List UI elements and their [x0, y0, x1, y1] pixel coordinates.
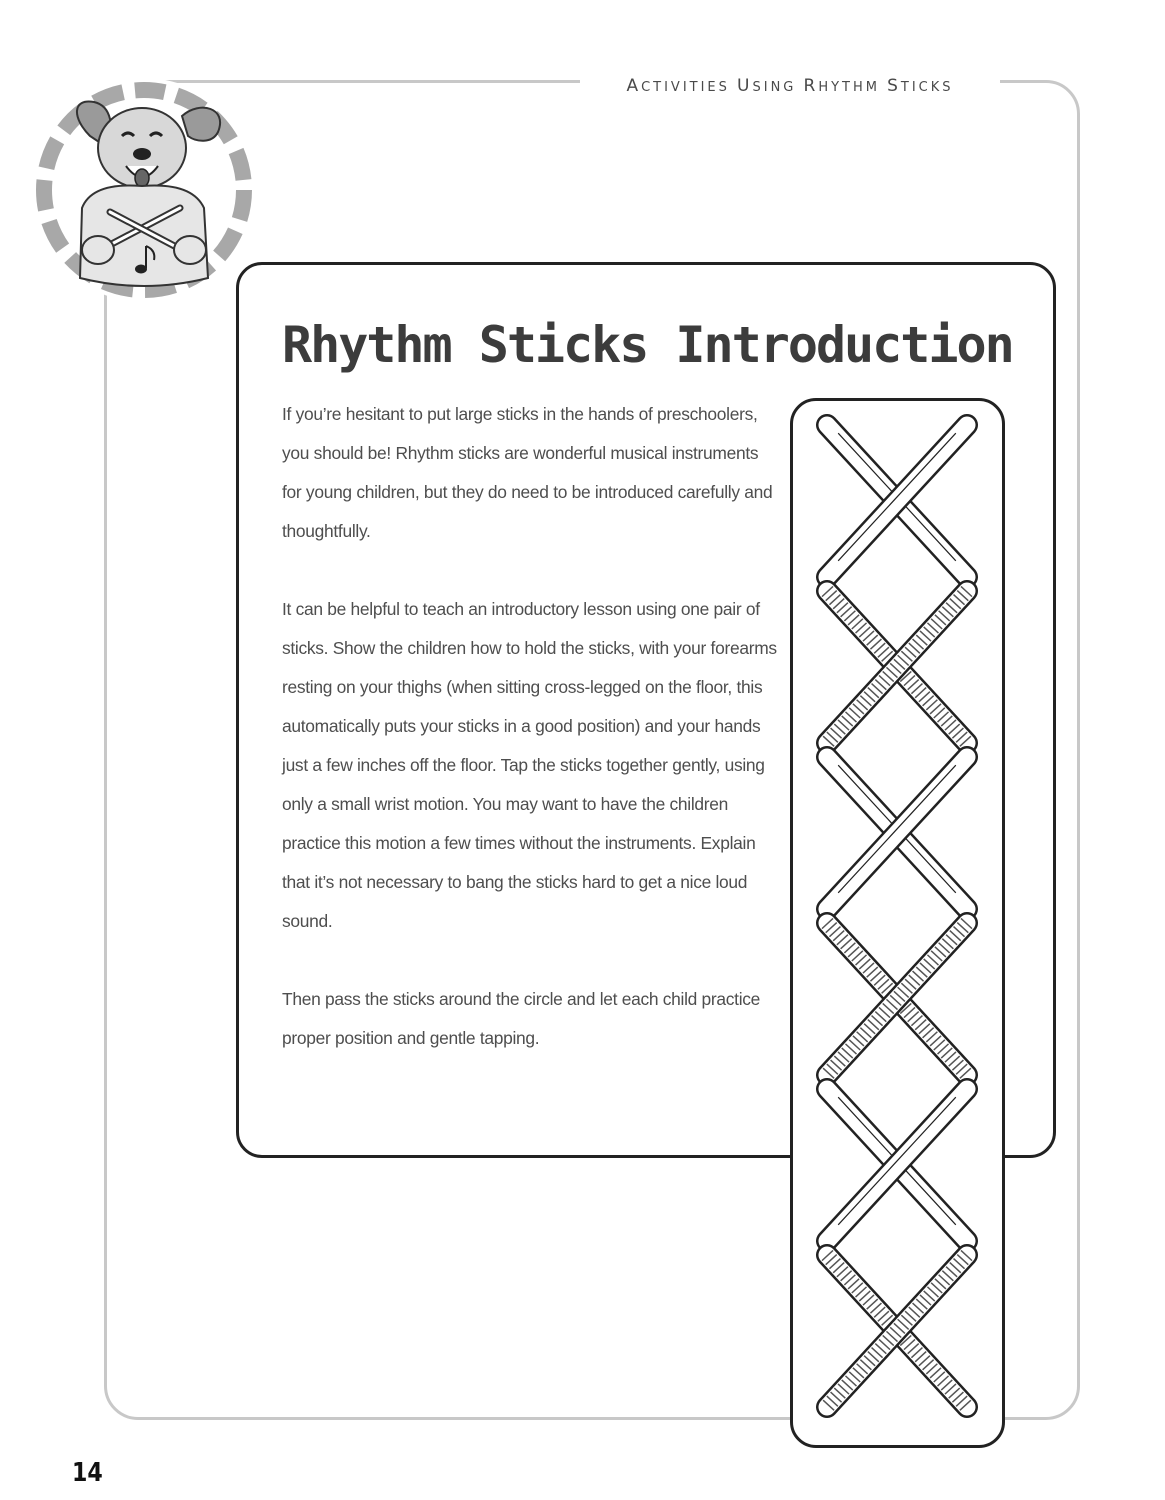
- page-title: Rhythm Sticks Introduction: [282, 315, 1013, 374]
- running-header: ACTIVITIES USING RHYTHM STICKS: [580, 76, 1000, 100]
- paragraph: It can be helpful to teach an introductory lesson using one pair of sticks. Show the children how to hold the sticks, with your forearms resting on your thighs (when sitting cross-legged on the floor, this automatically puts your sticks in a good position) and your hands just a few inches off the floor. Tap the sticks together gently, using only a small wrist motion. You may want to have the children practice this motion a few times without the instruments. Explain that it’s not necessary to bang the sticks hard to get a nice loud sound.: [282, 599, 777, 931]
- crossed-rhythm-sticks-icon: [793, 401, 1002, 1445]
- stick-pair: [827, 1255, 967, 1407]
- paragraph: Then pass the sticks around the circle and let each child practice proper position and gentle tapping.: [282, 989, 761, 1048]
- stick-pair: [827, 923, 967, 1075]
- stick-pair: [827, 591, 967, 743]
- stick-pair: [827, 425, 967, 577]
- body-text: [282, 395, 782, 1097]
- dog-mascot-icon: [32, 78, 256, 302]
- stick-pair: [827, 757, 967, 909]
- page-number: 14: [72, 1458, 103, 1488]
- paragraph: If you’re hesitant to put large sticks in the hands of preschoolers, you should be! Rhythm sticks are wonderful musical instruments for young children, but they do need to be introduced carefully and thoughtfully.: [282, 404, 773, 541]
- stick-column: [790, 398, 1005, 1448]
- stick-pair: [827, 1089, 967, 1241]
